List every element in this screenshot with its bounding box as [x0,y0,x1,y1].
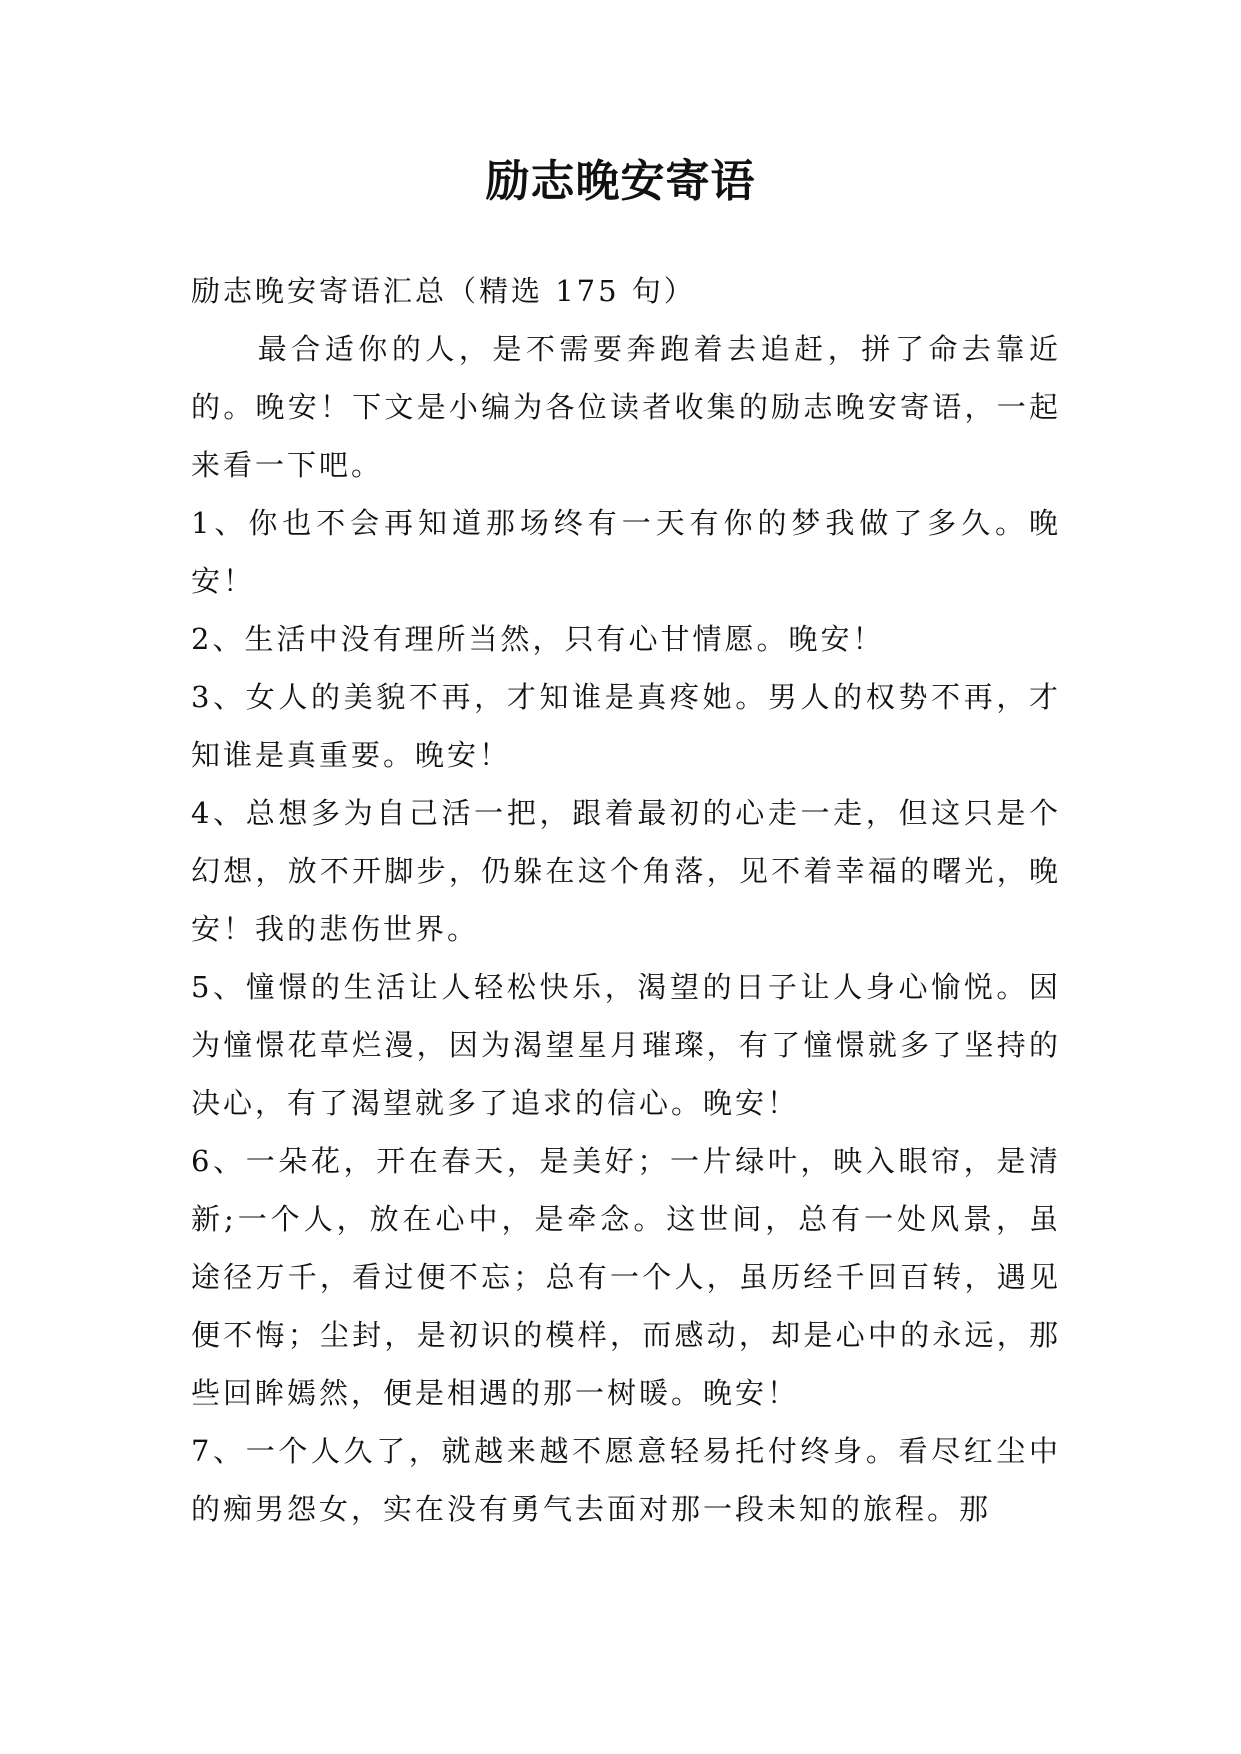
document-title: 励志晚安寄语 [485,156,756,207]
list-item: 3、女人的美貌不再，才知谁是真疼她。男人的权势不再，才知谁是真重要。晚安！ [191,680,1061,772]
list-item: 2、生活中没有理所当然，只有心甘情愿。晚安！ [191,622,885,656]
list-item: 4、总想多为自己活一把，跟着最初的心走一走，但这只是个幻想，放不开脚步，仍躲在这个角落，见不着幸福的曙光，晚安！我的悲伤世界。 [191,796,1061,946]
list-item: 6、一朵花，开在春天，是美好；一片绿叶，映入眼帘，是清新;一个人，放在心中，是牵念。这世间，总有一处风景，虽途径万千，看过便不忘；总有一个人，虽历经千回百转，遇见便不悔；尘封，是初识的模样，而感动，却是心中的永远，那些回眸嫣然，便是相遇的那一树暖。晚安！ [191,1144,1061,1410]
list-item: 5、憧憬的生活让人轻松快乐，渴望的日子让人身心愉悦。因为憧憬花草烂漫，因为渴望星月璀璨，有了憧憬就多了坚持的决心，有了渴望就多了追求的信心。晚安！ [191,970,1061,1120]
list-item: 7、一个人久了，就越来越不愿意轻易托付终身。看尽红尘中的痴男怨女，实在没有勇气去面对那一段未知的旅程。那 [191,1434,1061,1526]
intro-paragraph: 最合适你的人，是不需要奔跑着去追赶，拼了命去靠近的。晚安！下文是小编为各位读者收集的励志晚安寄语，一起来看一下吧。 [191,332,1061,482]
list-item: 1、你也不会再知道那场终有一天有你的梦我做了多久。晚安！ [191,506,1061,598]
document-body [191,262,1061,1538]
document-subtitle: 励志晚安寄语汇总（精选 175 句） [191,274,696,308]
